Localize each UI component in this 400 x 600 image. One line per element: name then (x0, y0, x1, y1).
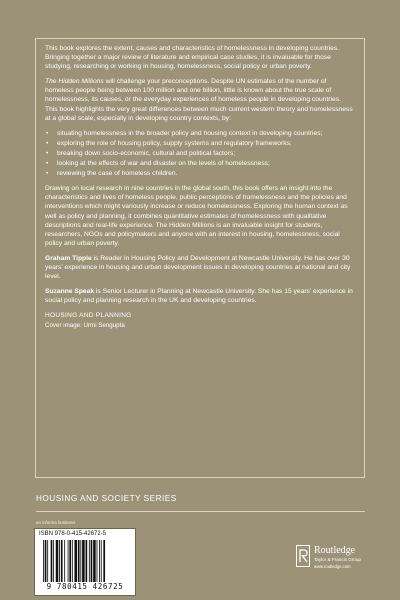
author-bio-text: is Reader in Housing Policy and Development at Newcastle University. He has over 30 years' experience in housing and urban development issues in developing countries at national and city level. (45, 254, 351, 281)
bullet-item: • exploring the role of housing policy, supply systems and regulatory frameworks; (45, 139, 355, 148)
bullet-item: • looking at the effects of war and disaster on the levels of homelessness; (45, 159, 355, 168)
author-name: Suzanne Speak (45, 288, 95, 296)
author-bio-text: is Senior Lecturer in Planning at Newcastle University. She has 15 years' experience in social policy and planning research in the UK and developing countries. (45, 288, 353, 305)
subject-block (45, 311, 355, 330)
bullet-item: • situating homelessness in the broader policy and housing context in developing countries; (45, 129, 355, 138)
informa-tagline: an informa business (36, 520, 76, 525)
cover-credit: Cover image: Urmi Sengupta (45, 321, 125, 329)
routledge-r-icon (296, 545, 310, 567)
publisher-logo (296, 545, 376, 575)
challenge-text: will challenge your preconceptions. Despite UN estimates of the number of homeless people being between 100 million and one billion, little is known about the true scale of homelessness, its causes, or the everyday experiences of homeless people in developing countries. This book highlights the very great differences between much current western theory and homelessness at a global scale, especially in developing country contexts, by: (45, 78, 353, 122)
drawing-paragraph: Drawing on local research in nine countries in the global south, this book offers an insight into the characteristics and lives of homeless people, public perceptions of homelessness and the policies and interventions which might variously increase or reduce homelessness. Exploring the human context as well as policy and planning, it combines quantitative estimates of homelessness with qualitative descriptions and real-life experience. The Hidden Millions is an invaluable insight for students, researchers, NGOs and policymakers and anyone with an interest in housing, homelessness, social policy and urban poverty. (45, 185, 348, 247)
book-title-italic: The Hidden Millions (45, 78, 104, 86)
author-bio (45, 254, 355, 281)
author-bio (45, 287, 355, 305)
isbn-barcode-box (34, 528, 136, 596)
challenge-paragraph (45, 77, 355, 122)
divider (36, 511, 365, 512)
isbn-text: ISBN 978-0-415-42672-5 (39, 531, 107, 537)
author-name: Graham Tipple (45, 254, 92, 262)
series-title: HOUSING AND SOCIETY SERIES (36, 494, 177, 503)
intro-paragraph: This book explores the extent, causes and characteristics of homelessness in developing countries. Bringing together a major review of literature and empirical case studies, it is invaluable for those studying, researching or working in housing, homelessness, social policy or urban poverty. (45, 45, 340, 71)
publisher-url: www.routledge.com (314, 564, 351, 569)
bullet-list (45, 129, 355, 178)
bullet-item: • breaking down socio-economic, cultural and political factors; (45, 149, 355, 158)
barcode-icon (43, 540, 127, 582)
publisher-tagline: Taylor & Francis Group (314, 557, 361, 562)
barcode-number: 9 780415 426725 (46, 582, 124, 591)
publisher-name: Routledge (314, 545, 356, 556)
blurb-panel (35, 38, 365, 478)
bullet-item: • reviewing the case of homeless children. (45, 169, 355, 178)
subject-label: HOUSING AND PLANNING (45, 312, 132, 320)
